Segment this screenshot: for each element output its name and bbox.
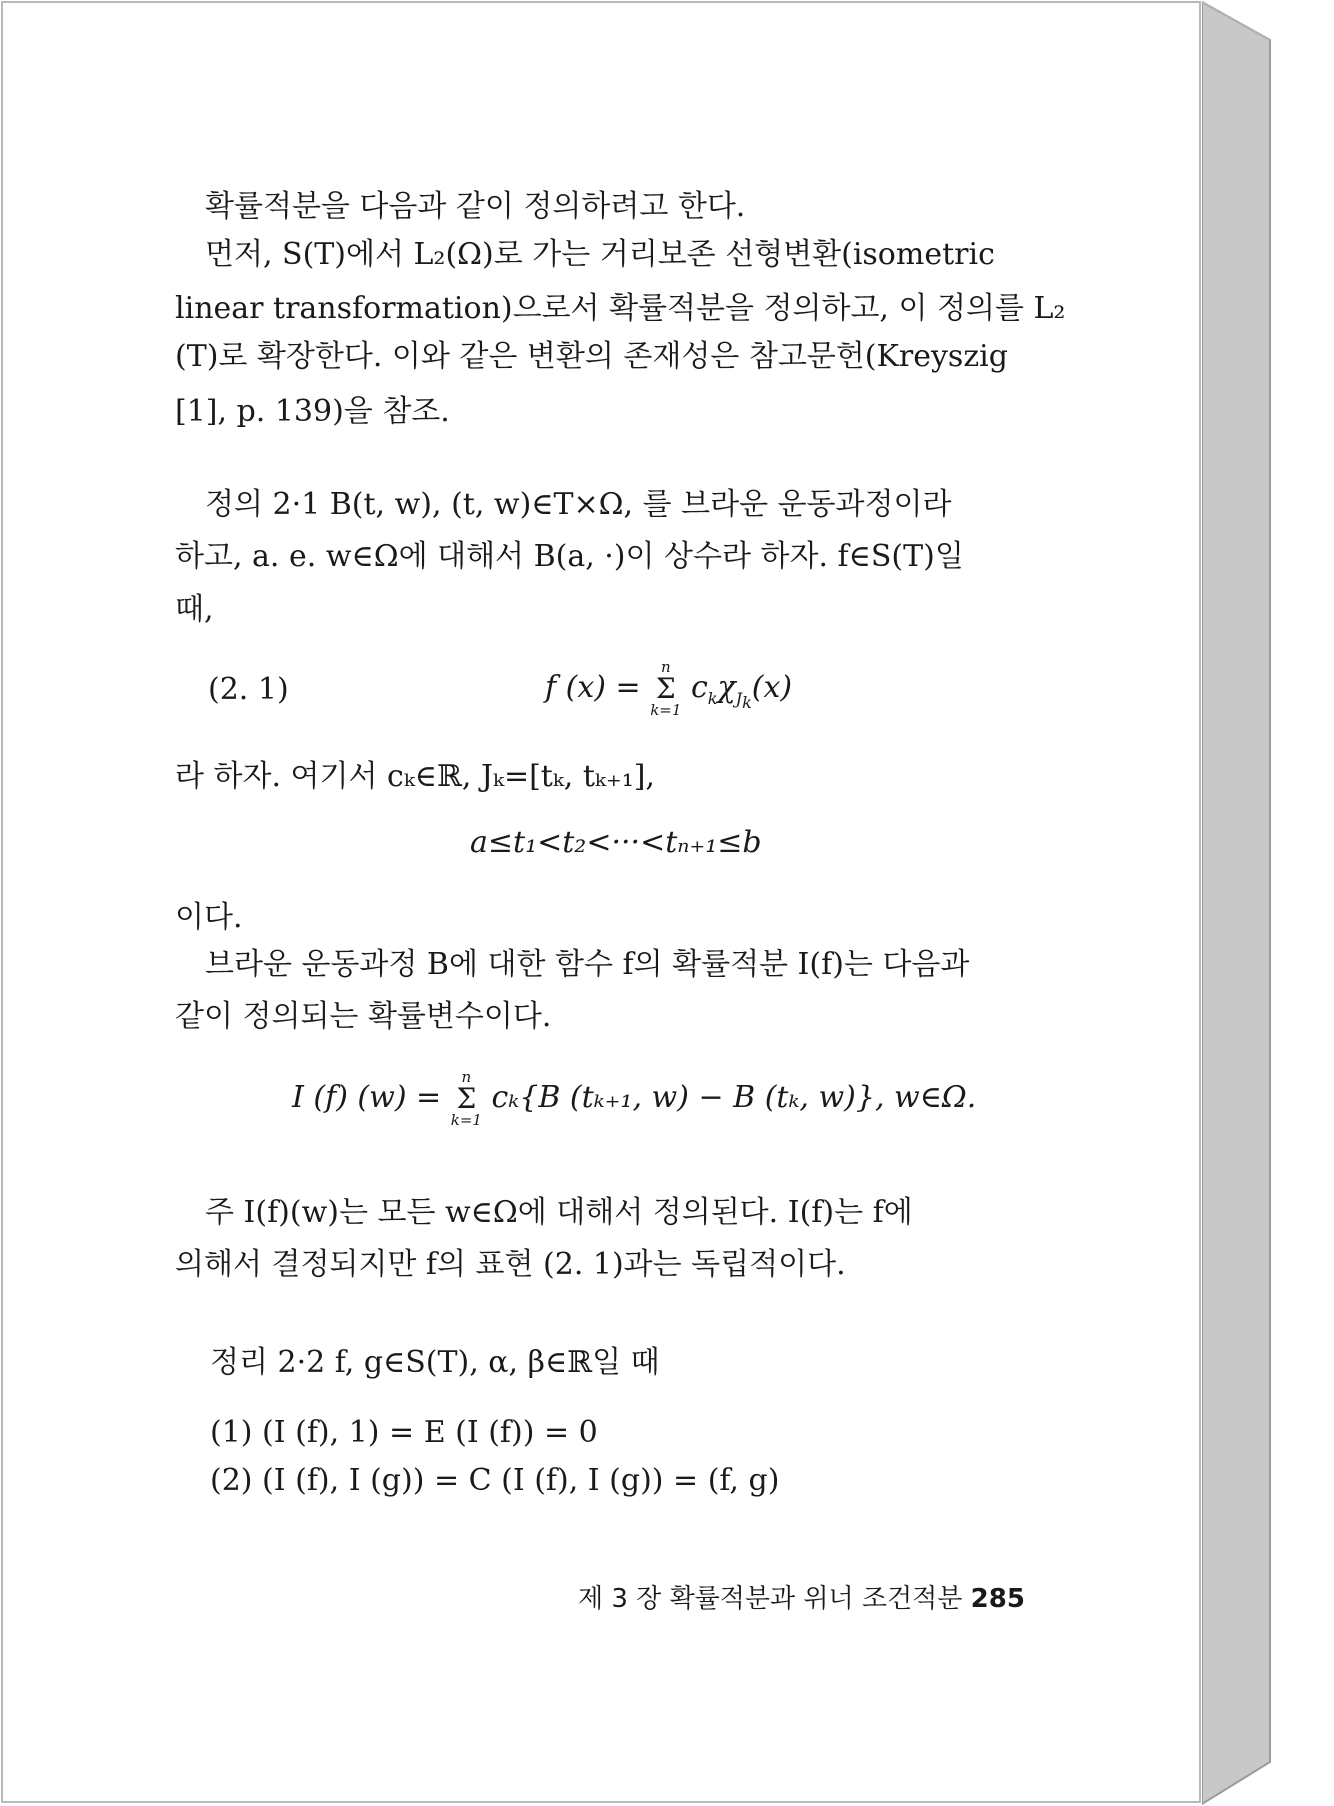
paragraph-line: (T)로 확장한다. 이와 같은 변환의 존재성은 참고문헌(Kreyszig — [175, 339, 1008, 374]
equation-lhs: f (x) = — [545, 670, 651, 705]
remark-line: 주 I(f)(w)는 모든 w∈Ω에 대해서 정의된다. I(f)는 f에 — [205, 1195, 913, 1230]
page-number: 285 — [970, 1584, 1025, 1614]
paragraph-line: 때, — [175, 592, 214, 627]
definition-heading: 정의 2·1 B(t, w), (t, w)∈T×Ω, 를 브라운 운동과정이라 — [205, 487, 952, 522]
summation-sign: n Σ k=1 — [450, 1068, 482, 1129]
paragraph-line: 하고, a. e. w∈Ω에 대해서 B(a, ·)이 상수라 하자. f∈S(T)일 — [175, 539, 964, 574]
theorem-item: (1) (I (f), 1) = E (I (f)) = 0 — [210, 1415, 598, 1450]
paragraph-line: 의해서 결정되지만 f의 표현 (2. 1)과는 독립적이다. — [175, 1247, 846, 1282]
running-footer — [578, 1578, 1025, 1615]
paragraph-line: 라 하자. 여기서 cₖ∈ℝ, Jₖ=[tₖ, tₖ₊₁], — [175, 759, 655, 794]
paragraph-text: 먼저, S(T)에서 L₂(Ω)로 가는 거리보존 선형변환(isometric — [205, 237, 995, 272]
paragraph-line — [205, 237, 1055, 272]
paragraph-line: 같이 정의되는 확률변수이다. — [175, 999, 552, 1034]
paragraph-line: [1], p. 139)을 참조. — [175, 394, 450, 429]
paragraph-line: 확률적분을 다음과 같이 정의하려고 한다. — [205, 189, 746, 224]
equation-2-1 — [545, 660, 792, 718]
theorem-heading: 정리 2·2 f, g∈S(T), α, β∈ℝ일 때 — [210, 1345, 660, 1380]
equation-stochastic-integral — [292, 1070, 976, 1128]
equation-rhs: $c_k\chi_{J_k}(x)$ — [690, 670, 793, 713]
equation-inequality: a≤t₁<t₂<···<tₙ₊₁≤b — [470, 825, 762, 860]
paragraph-line: 이다. — [175, 900, 243, 935]
book-spine-edge — [1202, 0, 1332, 1806]
paragraph-line: 브라운 운동과정 B에 대한 함수 f의 확률적분 I(f)는 다음과 — [205, 947, 970, 982]
theorem-item: (2) (I (f), I (g)) = C (I (f), I (g)) = (f, g) — [210, 1463, 780, 1498]
paragraph-line: linear transformation)으로서 확률적분을 정의하고, 이 정의를 L₂ — [175, 291, 1066, 326]
equation-label: (2. 1) — [208, 672, 289, 707]
summation-sign: n Σ k=1 — [650, 658, 682, 719]
chapter-title: 제 3 장 확률적분과 위너 조건적분 — [578, 1584, 963, 1614]
equation-lhs: I (f) (w) = — [292, 1080, 451, 1115]
equation-rhs: cₖ{B (tₖ₊₁, w) − B (tₖ, w)}, w∈Ω. — [491, 1080, 977, 1115]
